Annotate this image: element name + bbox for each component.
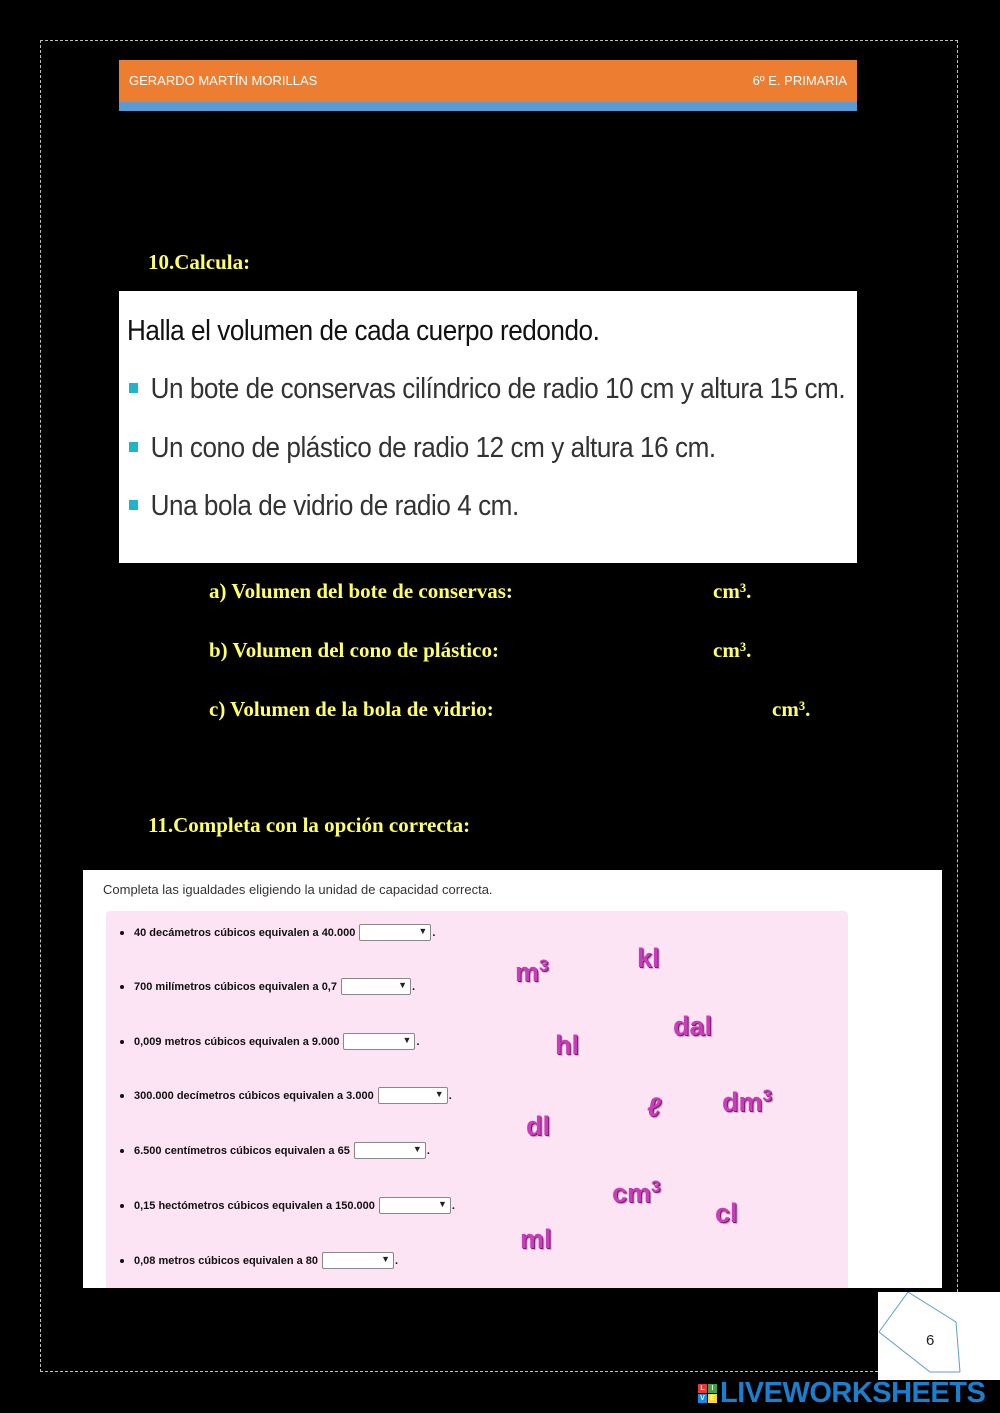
bullet-dot-icon [120,931,124,935]
problem-heading: Halla el volumen de cada cuerpo redondo. [127,315,600,347]
liveworksheets-logo [698,1378,985,1408]
unit-select[interactable] [322,1252,394,1269]
problem-item: Una bola de vidrio de radio 4 cm. [129,490,519,523]
square-bullet-icon [129,442,138,452]
chevron-down-icon: ▼ [412,1144,422,1154]
unit-select[interactable] [341,978,411,995]
equality-row: 0,009 metros cúbicos equivalen a 9.000 ▼ . [120,1033,420,1050]
chevron-down-icon: ▼ [437,1199,447,1209]
chevron-down-icon: ▼ [402,1035,412,1045]
answer-c-unit: cm³. [772,697,811,721]
unit-word-cl: cl [715,1198,738,1228]
page-number-tab [878,1292,1000,1380]
bullet-dot-icon [120,985,124,989]
unit-select[interactable] [378,1087,448,1104]
chevron-down-icon: ▼ [434,1089,444,1099]
unit-word-dm3: $dm^3$ [722,1086,772,1117]
answer-c-label: c) Volumen de la bola de vidrio: [209,697,494,721]
logo-grid-icon: L I V E [698,1384,717,1403]
chevron-down-icon: ▼ [418,926,428,936]
unit-select[interactable] [354,1142,426,1159]
problem-item: Un bote de conservas cilíndrico de radio 10 cm y altura 15 cm. [129,373,845,406]
answer-c [209,697,811,722]
chevron-down-icon: ▼ [381,1254,391,1264]
answer-b-label: b) Volumen del cono de plástico: [209,638,499,662]
answer-a-label: a) Volumen del bote de conservas: [209,579,513,603]
bullet-dot-icon [120,1204,124,1208]
exercise-11-sheet [83,870,942,1288]
answer-a [209,579,752,604]
unit-word-ml: ml [520,1224,552,1254]
exercise-11-panel [106,911,848,1288]
answer-b-unit: cm³. [713,638,752,662]
unit-select[interactable] [379,1197,451,1214]
equality-row: 6.500 centímetros cúbicos equivalen a 65 ▼ . [120,1142,430,1159]
equality-row: 700 milímetros cúbicos equivalen a 0,7 ▼ . [120,978,415,995]
exercise-11-intro: Completa las igualdades eligiendo la unidad de capacidad correcta. [103,882,493,897]
logo-text: LIVEWORKSHEETS [720,1376,986,1409]
chevron-down-icon: ▼ [398,980,407,990]
header-stripe [119,102,857,111]
equality-row: 0,15 hectómetros cúbicos equivalen a 150.000 ▼ . [120,1197,455,1214]
page-header [119,60,857,102]
unit-word-kl: kl [637,943,660,973]
unit-word-dl: dl [526,1111,550,1141]
bullet-dot-icon [120,1094,124,1098]
bullet-dot-icon [120,1259,124,1263]
unit-select[interactable] [343,1033,415,1050]
grade-label: 6º E. PRIMARIA [752,73,847,88]
exercise-10-title: 10.Calcula: [148,250,251,274]
bullet-dot-icon [120,1040,124,1044]
bullet-dot-icon [120,1149,124,1153]
unit-word-dal: dal [673,1011,713,1041]
answer-a-unit: cm³. [713,579,752,603]
unit-word-m3: $m^3$ [515,956,549,987]
square-bullet-icon [129,383,138,393]
answer-b [209,638,752,663]
equality-row: 40 decámetros cúbicos equivalen a 40.000 ▼ . [120,924,435,941]
problem-item: Un cono de plástico de radio 12 cm y altura 16 cm. [129,432,716,465]
square-bullet-icon [129,500,138,510]
exercise-11-title: 11.Completa con la opción correcta: [148,813,471,837]
equality-row: 300.000 decímetros cúbicos equivalen a 3.000 ▼ . [120,1087,452,1104]
author-name: GERARDO MARTÍN MORILLAS [129,73,318,88]
page-number: 6 [926,1332,935,1349]
equality-row: 0,08 metros cúbicos equivalen a 80 ▼ . [120,1252,398,1269]
unit-select[interactable] [359,924,431,941]
unit-word-cm3: $cm^3$ [612,1177,661,1208]
unit-word-l: ℓ [647,1092,661,1122]
problem-image [119,291,857,563]
page-corner-icon [878,1292,1000,1380]
unit-word-hl: hl [555,1030,579,1060]
